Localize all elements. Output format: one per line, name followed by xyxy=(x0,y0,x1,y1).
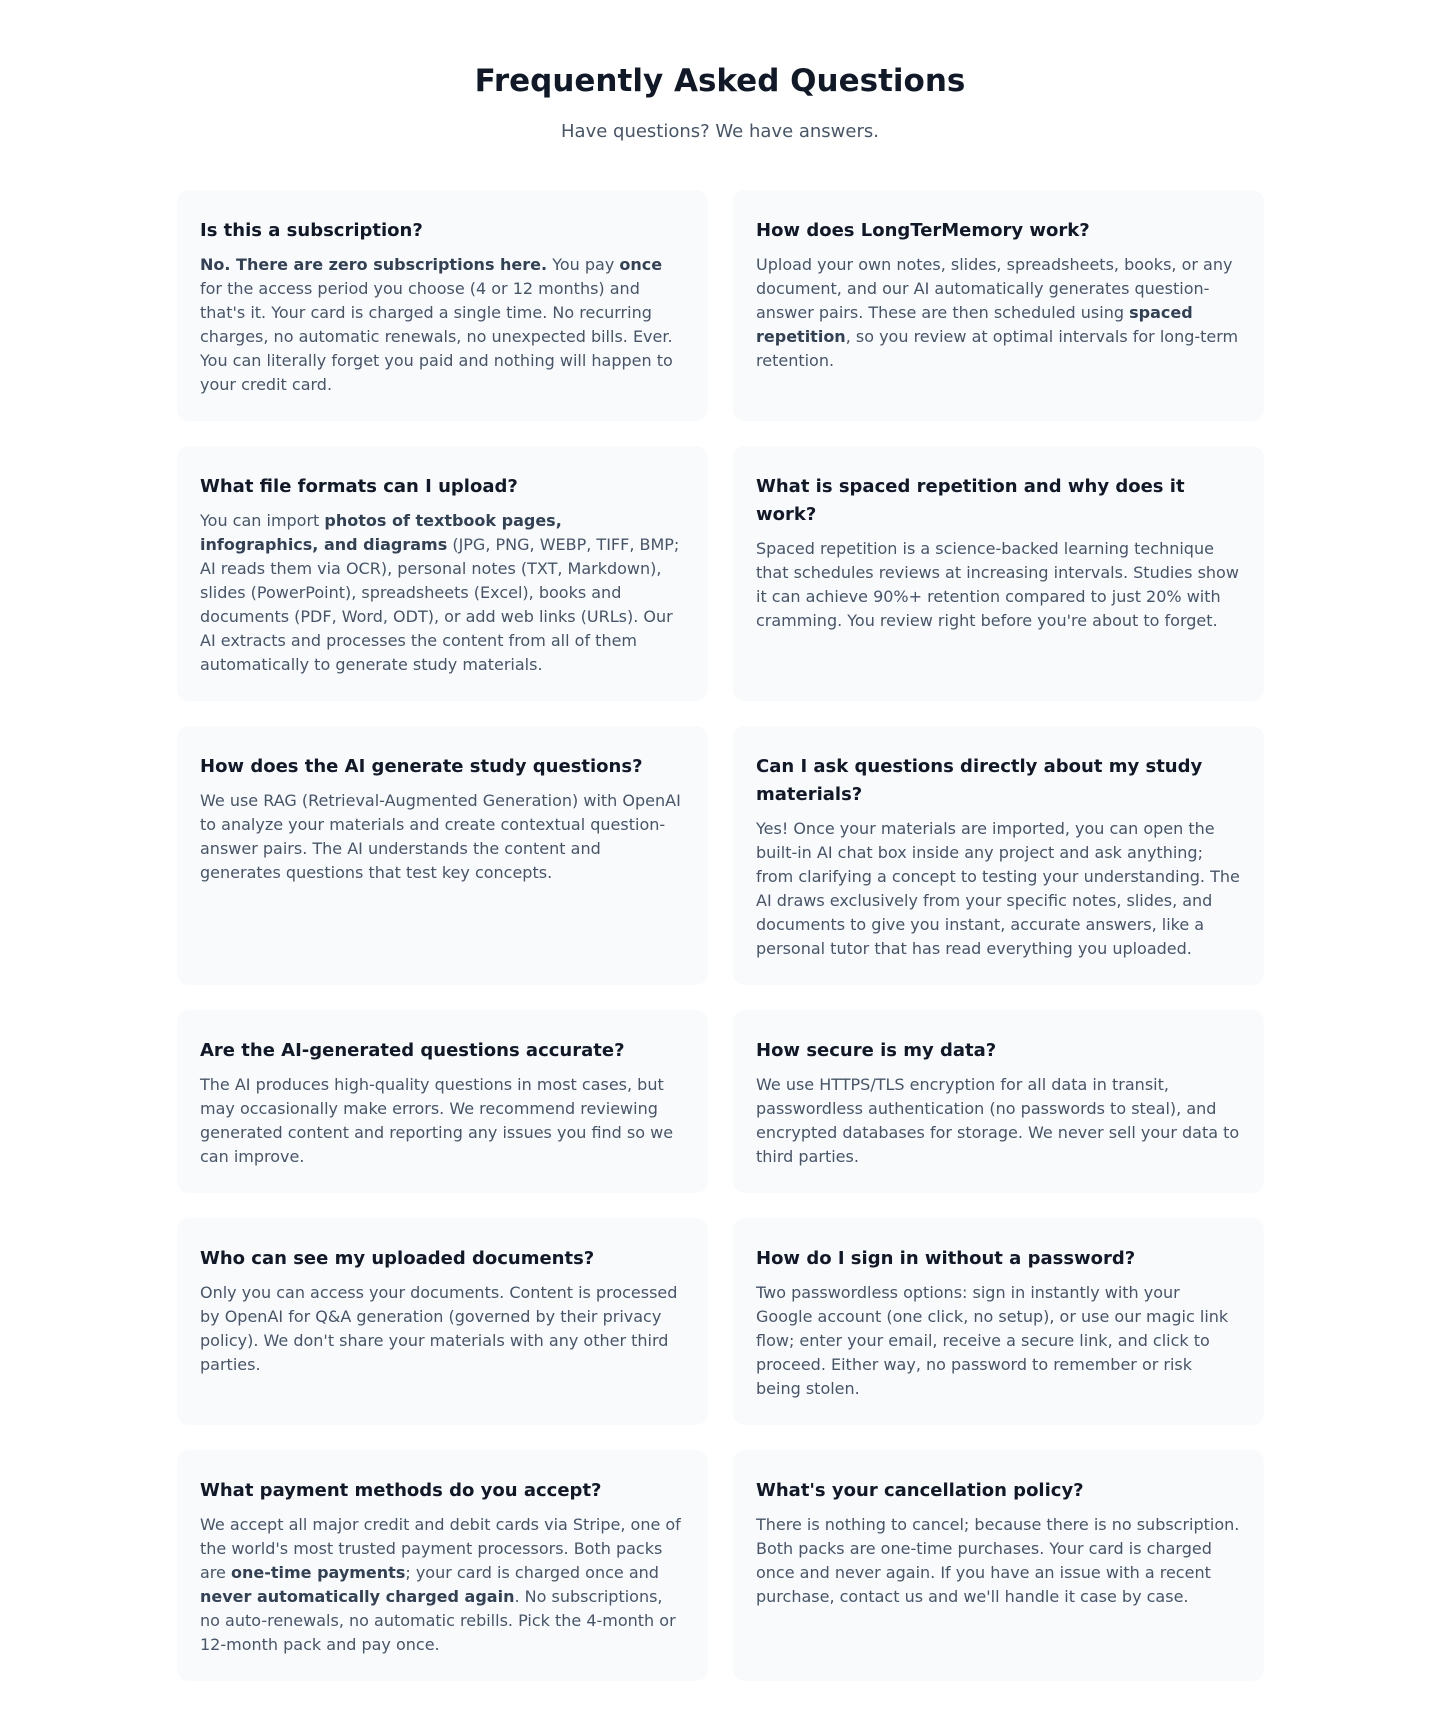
faq-question: What file formats can I upload? xyxy=(200,476,518,497)
faq-answer xyxy=(200,509,685,677)
faq-question: Who can see my uploaded documents? xyxy=(200,1248,595,1269)
faq-answer-emphasis: spaced repetition xyxy=(756,303,1193,346)
faq-row xyxy=(177,1010,1264,1193)
faq-answer-text: , so you review at optimal intervals for long-term retention. xyxy=(756,327,1239,370)
faq-row xyxy=(177,1218,1264,1425)
faq-answer-emphasis: once xyxy=(619,255,663,274)
faq-card xyxy=(733,1450,1264,1681)
faq-answer xyxy=(756,1281,1241,1401)
faq-answer xyxy=(200,1073,685,1169)
faq-answer-text: Spaced repetition is a science-backed learning technique that schedules reviews at increasing intervals. Studies show it can achieve 90%+ retention compared to just 20% with cramming. You review right before you're about to forget. xyxy=(756,539,1239,630)
faq-question: How does LongTerMemory work? xyxy=(756,220,1090,241)
faq-card xyxy=(733,726,1264,985)
faq-question: How do I sign in without a password? xyxy=(756,1248,1136,1269)
faq-row xyxy=(177,726,1264,985)
faq-card xyxy=(733,1010,1264,1193)
faq-answer-text: We use RAG (Retrieval-Augmented Generation) with OpenAI to analyze your materials and create contextual question-answer pairs. The AI understands the content and generates questions that test key concepts. xyxy=(200,791,681,882)
faq-card xyxy=(733,446,1264,701)
faq-question: Is this a subscription? xyxy=(200,220,423,241)
page-title: Frequently Asked Questions xyxy=(474,63,966,99)
faq-card xyxy=(733,1218,1264,1425)
faq-answer xyxy=(756,817,1241,961)
faq-answer-text: Yes! Once your materials are imported, you can open the built-in AI chat box inside any project and ask anything; from clarifying a concept to testing your understanding. The AI draws exclusively from your specific notes, slides, and documents to give you instant, accurate answers, like a personal tutor that has read everything you uploaded. xyxy=(756,819,1240,958)
faq-answer-text: . No subscriptions, no auto-renewals, no automatic rebills. Pick the 4-month or 12-month pack and pay once. xyxy=(200,1587,676,1654)
faq-answer xyxy=(756,537,1241,633)
faq-answer xyxy=(756,1073,1241,1169)
faq-row xyxy=(177,1450,1264,1681)
faq-answer-text: You can import xyxy=(200,511,325,530)
faq-answer xyxy=(200,1281,685,1377)
faq-answer-text: We accept all major credit and debit cards via Stripe, one of the world's most trusted payment processors. Both packs are xyxy=(200,1515,681,1582)
faq-question: Are the AI-generated questions accurate? xyxy=(200,1040,625,1061)
faq-question: How secure is my data? xyxy=(756,1040,997,1061)
faq-answer-text: There is nothing to cancel; because there is no subscription. Both packs are one-time purchases. Your card is charged once and never again. If you have an issue with a recent purchase, contact us and we'll handle it case by case. xyxy=(756,1515,1240,1606)
faq-answer-text: The AI produces high-quality questions in most cases, but may occasionally make errors. We recommend reviewing generated content and reporting any issues you find so we can improve. xyxy=(200,1075,674,1166)
faq-card xyxy=(177,1450,708,1681)
faq-answer xyxy=(200,253,685,397)
faq-answer-text: Two passwordless options: sign in instantly with your Google account (one click, no setup), or use our magic link flow; enter your email, receive a secure link, and click to proceed. Either way, no password to remember or risk being stolen. xyxy=(756,1283,1229,1398)
faq-answer-text: (JPG, PNG, WEBP, TIFF, BMP; AI reads them via OCR), personal notes (TXT, Markdown), slides (PowerPoint), spreadsheets (Excel), books and documents (PDF, Word, ODT), or add web links (URLs). Our AI extracts and processes the content from all of them automatically to generate study materials. xyxy=(200,535,680,674)
faq-question: What is spaced repetition and why does it work? xyxy=(756,476,1185,525)
faq-answer-text: Upload your own notes, slides, spreadsheets, books, or any document, and our AI automatically generates question-answer pairs. These are then scheduled using xyxy=(756,255,1233,322)
faq-answer xyxy=(200,789,685,885)
faq-card xyxy=(177,726,708,985)
faq-answer xyxy=(200,1513,685,1657)
faq-card xyxy=(177,1218,708,1425)
faq-row xyxy=(177,190,1264,421)
faq-row xyxy=(177,446,1264,701)
faq-question: What payment methods do you accept? xyxy=(200,1480,602,1501)
faq-answer-emphasis: never automatically charged again xyxy=(200,1587,515,1606)
faq-card xyxy=(177,190,708,421)
faq-answer-text: ; your card is charged once and xyxy=(405,1563,659,1582)
faq-answer-emphasis: photos of textbook pages, infographics, and diagrams xyxy=(200,511,562,554)
faq-question: How does the AI generate study questions? xyxy=(200,756,643,777)
faq-card xyxy=(177,1010,708,1193)
faq-answer xyxy=(756,1513,1241,1609)
faq-answer-emphasis: one-time payments xyxy=(230,1563,406,1582)
faq-question: Can I ask questions directly about my study materials? xyxy=(756,756,1203,805)
faq-answer-text: We use HTTPS/TLS encryption for all data in transit, passwordless authentication (no passwords to steal), and encrypted databases for storage. We never sell your data to third parties. xyxy=(756,1075,1240,1166)
faq-grid xyxy=(177,190,1264,1706)
faq-answer-text: for the access period you choose (4 or 12 months) and that's it. Your card is charged a single time. No recurring charges, no automatic renewals, no unexpected bills. Ever. You can literally forget you paid and nothing will happen to your credit card. xyxy=(200,279,673,394)
faq-answer-text: You pay xyxy=(547,255,620,274)
faq-answer xyxy=(756,253,1241,373)
faq-answer-text: Only you can access your documents. Content is processed by OpenAI for Q&A generation (governed by their privacy policy). We don't share your materials with any other third parties. xyxy=(200,1283,678,1374)
faq-question: What's your cancellation policy? xyxy=(756,1480,1084,1501)
faq-card xyxy=(733,190,1264,421)
faq-card xyxy=(177,446,708,701)
page-subtitle: Have questions? We have answers. xyxy=(561,121,879,142)
faq-answer-emphasis: No. There are zero subscriptions here. xyxy=(200,255,548,274)
faq-header xyxy=(0,62,1440,144)
